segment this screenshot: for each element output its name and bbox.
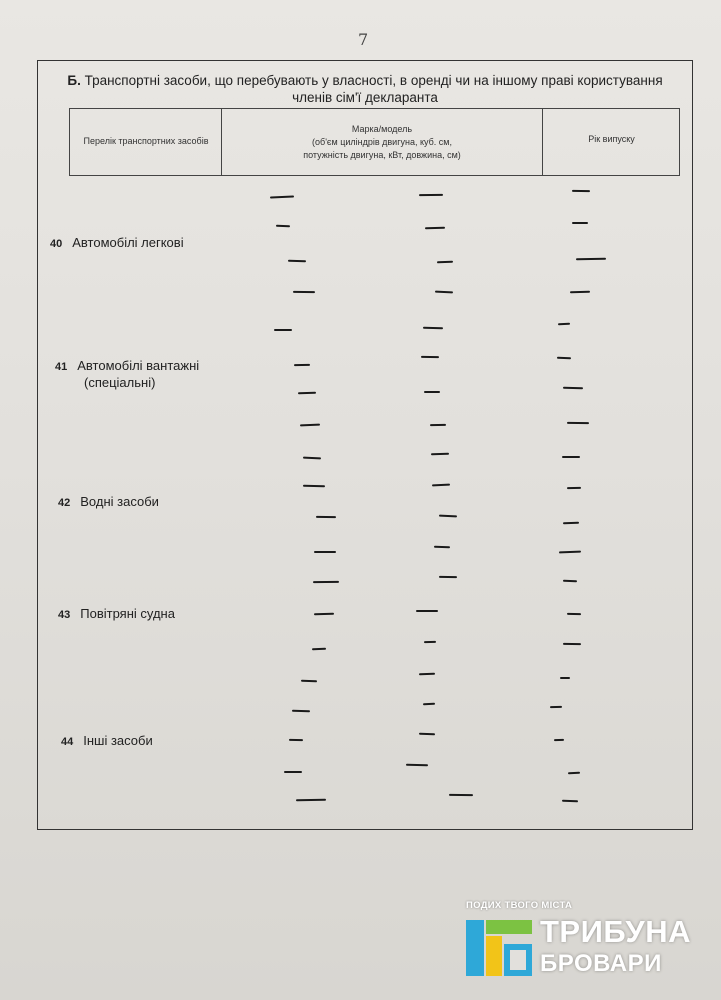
handwritten-dash [572, 190, 590, 192]
section-letter: Б. [67, 73, 81, 88]
handwritten-dash [550, 706, 562, 708]
watermark-city: БРОВАРИ [540, 950, 662, 977]
row-label: Автомобілі легкові [72, 235, 184, 250]
handwritten-dash [560, 677, 570, 679]
handwritten-dash [562, 456, 580, 458]
handwritten-dash [294, 364, 310, 366]
handwritten-dash [293, 291, 315, 293]
handwritten-dash [554, 739, 564, 741]
handwritten-dash [563, 643, 581, 645]
watermark-name: ТРИБУНА [540, 914, 691, 949]
handwritten-dash [274, 329, 292, 331]
row-label: Інші засоби [83, 733, 153, 748]
handwritten-dash [314, 551, 336, 553]
handwritten-dash [424, 391, 440, 393]
row-44: 44 Інші засоби [61, 733, 153, 748]
handwritten-dash [567, 613, 581, 615]
row-41-label-cont: (спеціальні) [84, 375, 156, 390]
row-41: 41 Автомобілі вантажні [55, 358, 200, 373]
row-40: 40 Автомобілі легкові [50, 235, 184, 250]
handwritten-dash [316, 516, 336, 518]
handwritten-dash [284, 771, 302, 773]
header-make-model: Марка/модель (об'єм циліндрів двигуна, куб. см, потужність двигуна, кВт, довжина, см) [303, 124, 461, 160]
row-label: Водні засоби [80, 494, 159, 509]
column-divider [221, 109, 222, 175]
row-42: 42 Водні засоби [58, 494, 159, 509]
header-vehicle-list: Перелік транспортних засобів [83, 136, 209, 146]
handwritten-dash [567, 487, 581, 489]
handwritten-dash [289, 739, 303, 741]
column-divider [542, 109, 543, 175]
handwritten-dash [419, 194, 443, 196]
page-number: 7 [358, 30, 369, 49]
handwritten-dash [572, 222, 588, 224]
handwritten-dash [449, 794, 473, 796]
watermark-logo [466, 900, 716, 995]
handwritten-dash [430, 424, 446, 426]
handwritten-dash [424, 641, 436, 643]
section-title-text: Транспортні засоби, що перебувають у власності, в оренді чи на іншому праві користування членів сім'ї декларанта [80, 73, 663, 105]
row-label: Автомобілі вантажні [77, 358, 200, 373]
handwritten-dash [567, 422, 589, 424]
row-43: 43 Повітряні судна [58, 606, 175, 621]
handwritten-dash [439, 576, 457, 578]
section-title [60, 72, 670, 106]
watermark-tagline: ПОДИХ ТВОГО МІСТА [466, 900, 573, 911]
table-header [69, 108, 680, 176]
tribuna-logo-icon [466, 916, 534, 980]
header-year: Рік випуску [588, 134, 635, 144]
handwritten-dash [421, 356, 439, 358]
row-label: Повітряні судна [80, 606, 175, 621]
handwritten-dash [416, 610, 438, 612]
